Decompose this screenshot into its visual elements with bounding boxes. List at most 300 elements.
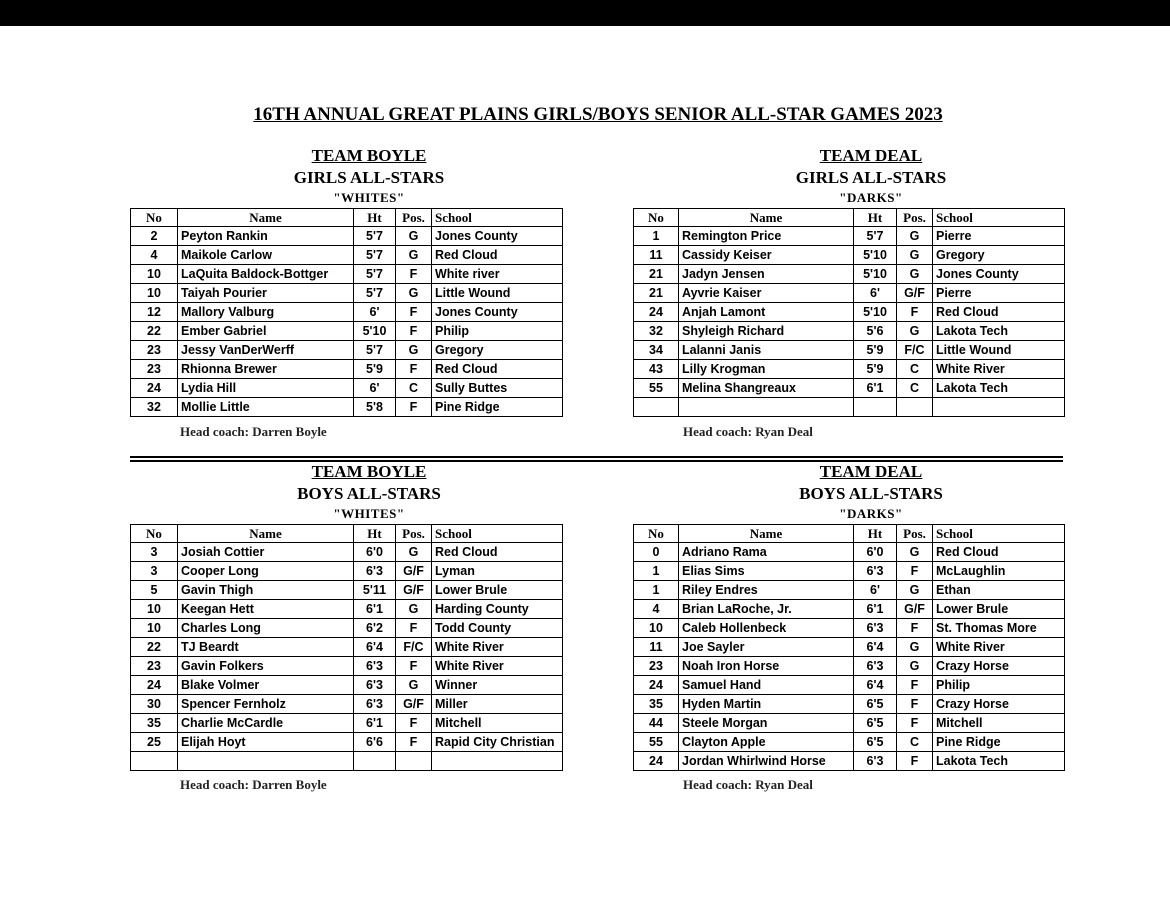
player-position: G (396, 341, 432, 360)
column-header-height: Ht (354, 525, 396, 543)
table-row (131, 284, 563, 303)
player-school: White River (933, 360, 1065, 379)
girls-deal-colors: "DARKS" (839, 190, 903, 205)
player-school: Lower Brule (933, 600, 1065, 619)
player-position: F (897, 752, 933, 771)
player-height: 6'3 (854, 619, 897, 638)
table-row (634, 303, 1065, 322)
player-height: 6'5 (854, 714, 897, 733)
player-number: 55 (634, 379, 679, 398)
player-number: 11 (634, 246, 679, 265)
boys-deal-colors: "DARKS" (839, 506, 903, 521)
table-row (634, 695, 1065, 714)
player-number: 32 (634, 322, 679, 341)
player-number: 0 (634, 543, 679, 562)
player-school: McLaughlin (933, 562, 1065, 581)
section-divider-top (130, 456, 1063, 458)
player-number: 12 (131, 303, 178, 322)
player-name (178, 752, 354, 771)
table-row (131, 562, 563, 581)
table-row (634, 714, 1065, 733)
player-number: 11 (634, 638, 679, 657)
player-number: 22 (131, 638, 178, 657)
player-position: C (396, 379, 432, 398)
player-school: Lakota Tech (933, 379, 1065, 398)
player-school: Pine Ridge (432, 398, 563, 417)
player-name: Lydia Hill (178, 379, 354, 398)
player-school: Philip (933, 676, 1065, 695)
player-school (933, 398, 1065, 417)
player-number: 23 (131, 360, 178, 379)
player-number (131, 752, 178, 771)
player-position: G (897, 322, 933, 341)
player-school: Jones County (432, 227, 563, 246)
player-name: Steele Morgan (679, 714, 854, 733)
table-row (634, 581, 1065, 600)
player-height: 6'1 (854, 600, 897, 619)
player-height: 6' (854, 284, 897, 303)
player-school: White River (432, 638, 563, 657)
player-position: G/F (396, 695, 432, 714)
column-header-name: Name (178, 525, 354, 543)
player-height: 5'10 (854, 265, 897, 284)
player-name (679, 398, 854, 417)
column-header-number: No (634, 525, 679, 543)
player-position: F/C (396, 638, 432, 657)
player-number: 44 (634, 714, 679, 733)
player-position: F (396, 657, 432, 676)
player-name: Ember Gabriel (178, 322, 354, 341)
player-height: 5'7 (854, 227, 897, 246)
column-header-height: Ht (354, 209, 396, 227)
player-height: 5'10 (854, 246, 897, 265)
player-school: Sully Buttes (432, 379, 563, 398)
player-position (396, 752, 432, 771)
table-row (634, 733, 1065, 752)
player-school: Lyman (432, 562, 563, 581)
player-position: F (897, 676, 933, 695)
table-row (634, 322, 1065, 341)
player-height: 6'3 (854, 657, 897, 676)
player-name: Taiyah Pourier (178, 284, 354, 303)
player-school: Miller (432, 695, 563, 714)
player-name: Joe Sayler (679, 638, 854, 657)
player-school: Red Cloud (933, 303, 1065, 322)
table-row (634, 246, 1065, 265)
player-number: 4 (634, 600, 679, 619)
player-position: C (897, 379, 933, 398)
player-school: Red Cloud (933, 543, 1065, 562)
player-name: Mallory Valburg (178, 303, 354, 322)
table-row (131, 227, 563, 246)
player-number: 1 (634, 227, 679, 246)
player-school: Winner (432, 676, 563, 695)
column-header-height: Ht (854, 525, 897, 543)
player-school: Red Cloud (432, 246, 563, 265)
player-name: Noah Iron Horse (679, 657, 854, 676)
player-height: 5'7 (354, 341, 396, 360)
player-school: Lakota Tech (933, 322, 1065, 341)
table-row (131, 398, 563, 417)
player-number: 2 (131, 227, 178, 246)
player-height: 6'1 (354, 714, 396, 733)
player-number: 23 (131, 657, 178, 676)
player-height (854, 398, 897, 417)
player-number: 10 (131, 600, 178, 619)
boys-deal-team: TEAM DEAL (819, 462, 923, 481)
player-name: Riley Endres (679, 581, 854, 600)
player-height: 6'1 (354, 600, 396, 619)
player-height: 5'8 (354, 398, 396, 417)
player-number: 35 (131, 714, 178, 733)
player-name: Blake Volmer (178, 676, 354, 695)
player-position: G (897, 265, 933, 284)
column-header-school: School (432, 525, 563, 543)
player-number: 25 (131, 733, 178, 752)
player-number: 10 (131, 284, 178, 303)
player-name: Jordan Whirlwind Horse (679, 752, 854, 771)
table-row (131, 341, 563, 360)
player-height: 6'4 (854, 676, 897, 695)
player-school: White River (432, 657, 563, 676)
player-school: Crazy Horse (933, 695, 1065, 714)
table-row (634, 562, 1065, 581)
player-school: St. Thomas More (933, 619, 1065, 638)
player-school: Todd County (432, 619, 563, 638)
player-number: 24 (131, 379, 178, 398)
table-row (131, 714, 563, 733)
table-row (131, 246, 563, 265)
column-header-position: Pos. (897, 525, 933, 543)
player-name: Charles Long (178, 619, 354, 638)
player-height: 6'4 (354, 638, 396, 657)
player-position: G (396, 676, 432, 695)
player-position: F (396, 398, 432, 417)
table-row (634, 379, 1065, 398)
player-position: G (897, 227, 933, 246)
player-name: Keegan Hett (178, 600, 354, 619)
player-name: Elijah Hoyt (178, 733, 354, 752)
table-row (131, 619, 563, 638)
player-name: Clayton Apple (679, 733, 854, 752)
header-row (131, 525, 563, 543)
player-number: 22 (131, 322, 178, 341)
player-number: 24 (634, 303, 679, 322)
player-school: Pierre (933, 284, 1065, 303)
player-height: 5'11 (354, 581, 396, 600)
player-height: 6'3 (354, 695, 396, 714)
player-position: G (897, 638, 933, 657)
player-position: G (396, 543, 432, 562)
column-header-name: Name (679, 209, 854, 227)
column-header-name: Name (679, 525, 854, 543)
player-number: 4 (131, 246, 178, 265)
player-height: 5'7 (354, 227, 396, 246)
boys-boyle-head-coach: Head coach: Darren Boyle (180, 777, 327, 792)
player-school: Little Wound (933, 341, 1065, 360)
player-name: Caleb Hollenbeck (679, 619, 854, 638)
player-name: Jadyn Jensen (679, 265, 854, 284)
player-name: Lilly Krogman (679, 360, 854, 379)
player-name: Charlie McCardle (178, 714, 354, 733)
player-height: 6'3 (854, 752, 897, 771)
player-school: White river (432, 265, 563, 284)
boys-boyle-division: BOYS ALL-STARS (297, 484, 441, 503)
player-name: Spencer Fernholz (178, 695, 354, 714)
player-height: 6'5 (854, 695, 897, 714)
player-height: 5'10 (354, 322, 396, 341)
player-number: 34 (634, 341, 679, 360)
player-height: 5'10 (854, 303, 897, 322)
table-row (131, 600, 563, 619)
player-name: Rhionna Brewer (178, 360, 354, 379)
table-row (131, 657, 563, 676)
player-school: Jones County (933, 265, 1065, 284)
column-header-height: Ht (854, 209, 897, 227)
player-name: Remington Price (679, 227, 854, 246)
player-position: G/F (897, 284, 933, 303)
table-row (634, 284, 1065, 303)
girls-boyle-head-coach: Head coach: Darren Boyle (180, 424, 327, 439)
player-position: G (897, 581, 933, 600)
player-name: Cooper Long (178, 562, 354, 581)
player-name: Jessy VanDerWerff (178, 341, 354, 360)
table-row (131, 322, 563, 341)
girls-boyle-division: GIRLS ALL-STARS (293, 168, 445, 187)
table-row (634, 265, 1065, 284)
page-title: 16TH ANNUAL GREAT PLAINS GIRLS/BOYS SENIOR ALL-STAR GAMES 2023 (253, 104, 943, 125)
player-position: F (396, 714, 432, 733)
player-position: F (897, 714, 933, 733)
player-name: Lalanni Janis (679, 341, 854, 360)
player-height: 6'3 (354, 676, 396, 695)
player-number: 10 (634, 619, 679, 638)
player-name: Shyleigh Richard (679, 322, 854, 341)
table-row (634, 543, 1065, 562)
player-position: G/F (897, 600, 933, 619)
player-position: F (396, 619, 432, 638)
player-position: C (897, 733, 933, 752)
column-header-school: School (432, 209, 563, 227)
table-row (131, 638, 563, 657)
player-name: Brian LaRoche, Jr. (679, 600, 854, 619)
player-height: 5'9 (854, 341, 897, 360)
player-school: Ethan (933, 581, 1065, 600)
table-row (634, 600, 1065, 619)
player-position: F (396, 733, 432, 752)
player-number: 24 (634, 752, 679, 771)
player-number: 23 (634, 657, 679, 676)
table-row (634, 752, 1065, 771)
player-height: 6'0 (354, 543, 396, 562)
table-row (131, 303, 563, 322)
column-header-school: School (933, 525, 1065, 543)
player-school: Mitchell (432, 714, 563, 733)
player-height: 5'9 (354, 360, 396, 379)
player-school: Gregory (933, 246, 1065, 265)
top-bar (0, 0, 1170, 26)
table-row (131, 695, 563, 714)
player-school: Mitchell (933, 714, 1065, 733)
player-height: 5'7 (354, 284, 396, 303)
player-position: F (897, 303, 933, 322)
player-position: G/F (396, 562, 432, 581)
player-school: White River (933, 638, 1065, 657)
player-school: Little Wound (432, 284, 563, 303)
boys-boyle-team: TEAM BOYLE (311, 462, 427, 481)
player-position: G (396, 246, 432, 265)
player-name: Hyden Martin (679, 695, 854, 714)
player-position: F (897, 562, 933, 581)
player-name: Peyton Rankin (178, 227, 354, 246)
player-name: Cassidy Keiser (679, 246, 854, 265)
player-number: 35 (634, 695, 679, 714)
boys-deal-roster-table (633, 524, 1065, 771)
player-position: G (897, 543, 933, 562)
header-row (131, 209, 563, 227)
player-school: Gregory (432, 341, 563, 360)
player-name: Josiah Cottier (178, 543, 354, 562)
player-school: Red Cloud (432, 360, 563, 379)
player-school: Jones County (432, 303, 563, 322)
column-header-position: Pos. (396, 209, 432, 227)
player-number: 21 (634, 265, 679, 284)
player-number: 23 (131, 341, 178, 360)
player-name: Mollie Little (178, 398, 354, 417)
player-school: Rapid City Christian (432, 733, 563, 752)
player-number: 1 (634, 562, 679, 581)
player-height: 6'3 (354, 657, 396, 676)
player-height: 5'7 (354, 246, 396, 265)
table-row (634, 619, 1065, 638)
column-header-number: No (131, 209, 178, 227)
player-name: Gavin Folkers (178, 657, 354, 676)
player-name: Anjah Lamont (679, 303, 854, 322)
player-number: 1 (634, 581, 679, 600)
player-school: Pierre (933, 227, 1065, 246)
player-school (432, 752, 563, 771)
player-school: Lower Brule (432, 581, 563, 600)
boys-deal-division: BOYS ALL-STARS (799, 484, 943, 503)
column-header-number: No (634, 209, 679, 227)
girls-deal-roster-table (633, 208, 1065, 417)
player-position: G (897, 657, 933, 676)
column-header-position: Pos. (897, 209, 933, 227)
player-height: 6'3 (354, 562, 396, 581)
girls-boyle-team: TEAM BOYLE (311, 146, 427, 165)
player-position: F (897, 619, 933, 638)
column-header-position: Pos. (396, 525, 432, 543)
player-name: Adriano Rama (679, 543, 854, 562)
player-name: Elias Sims (679, 562, 854, 581)
table-row (131, 581, 563, 600)
girls-boyle-roster-table (130, 208, 563, 417)
header-row (634, 525, 1065, 543)
table-row (131, 676, 563, 695)
player-school: Red Cloud (432, 543, 563, 562)
player-number: 30 (131, 695, 178, 714)
player-name: LaQuita Baldock-Bottger (178, 265, 354, 284)
player-height: 6'0 (854, 543, 897, 562)
player-number: 43 (634, 360, 679, 379)
player-height: 5'6 (854, 322, 897, 341)
column-header-school: School (933, 209, 1065, 227)
player-number: 21 (634, 284, 679, 303)
table-row (634, 360, 1065, 379)
table-row (634, 657, 1065, 676)
player-position: F (396, 360, 432, 379)
player-number: 24 (634, 676, 679, 695)
player-height: 6' (354, 379, 396, 398)
column-header-name: Name (178, 209, 354, 227)
player-school: Harding County (432, 600, 563, 619)
girls-deal-head-coach: Head coach: Ryan Deal (683, 424, 813, 439)
player-height: 6'5 (854, 733, 897, 752)
player-number: 24 (131, 676, 178, 695)
boys-deal-head-coach: Head coach: Ryan Deal (683, 777, 813, 792)
player-height: 6'4 (854, 638, 897, 657)
player-height: 6'2 (354, 619, 396, 638)
player-number: 55 (634, 733, 679, 752)
player-height: 6' (354, 303, 396, 322)
player-position: C (897, 360, 933, 379)
table-row (131, 265, 563, 284)
player-school: Lakota Tech (933, 752, 1065, 771)
player-name: TJ Beardt (178, 638, 354, 657)
girls-deal-team: TEAM DEAL (819, 146, 923, 165)
player-number: 3 (131, 562, 178, 581)
player-position: G/F (396, 581, 432, 600)
table-row (634, 638, 1065, 657)
player-position (897, 398, 933, 417)
table-row (131, 733, 563, 752)
table-row (634, 398, 1065, 417)
boys-boyle-roster-table (130, 524, 563, 771)
table-row (131, 379, 563, 398)
player-name: Gavin Thigh (178, 581, 354, 600)
player-number: 5 (131, 581, 178, 600)
table-row (131, 543, 563, 562)
player-height: 5'9 (854, 360, 897, 379)
player-height: 6' (854, 581, 897, 600)
header-row (634, 209, 1065, 227)
table-row (634, 676, 1065, 695)
column-header-number: No (131, 525, 178, 543)
player-number: 3 (131, 543, 178, 562)
player-position: G (396, 284, 432, 303)
player-height: 6'3 (854, 562, 897, 581)
player-position: F (396, 265, 432, 284)
player-school: Pine Ridge (933, 733, 1065, 752)
player-position: F (396, 303, 432, 322)
player-name: Melina Shangreaux (679, 379, 854, 398)
player-name: Maikole Carlow (178, 246, 354, 265)
girls-deal-division: GIRLS ALL-STARS (795, 168, 947, 187)
player-school: Philip (432, 322, 563, 341)
player-name: Ayvrie Kaiser (679, 284, 854, 303)
player-height: 6'1 (854, 379, 897, 398)
player-name: Samuel Hand (679, 676, 854, 695)
player-number (634, 398, 679, 417)
table-row (634, 341, 1065, 360)
girls-boyle-colors: "WHITES" (333, 190, 405, 205)
boys-boyle-colors: "WHITES" (333, 506, 405, 521)
player-school: Crazy Horse (933, 657, 1065, 676)
table-row (634, 227, 1065, 246)
player-number: 32 (131, 398, 178, 417)
player-position: F (897, 695, 933, 714)
player-position: F/C (897, 341, 933, 360)
